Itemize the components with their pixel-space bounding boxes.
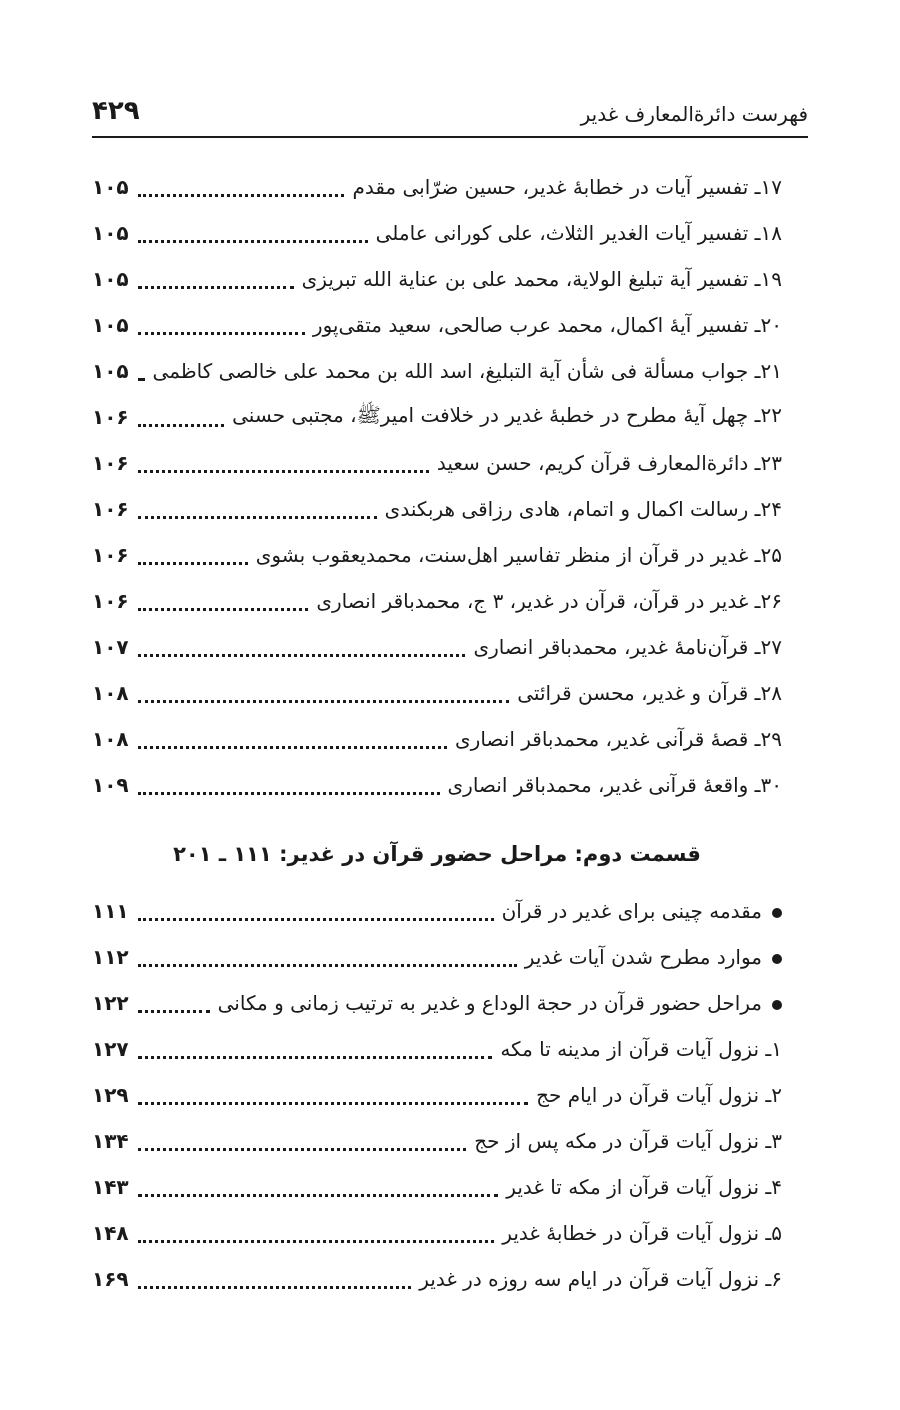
entry-title: نزول آیات قرآن در ایام سه روزه در غدیر <box>419 1267 760 1291</box>
toc-entry: ۲۹ـ قصهٔ قرآنی غدیر، محمدباقر انصاری ۱۰۸ <box>92 727 782 751</box>
entry-page: ۱۰۶ <box>92 451 129 475</box>
entry-page: ۱۰۸ <box>92 681 129 705</box>
dot-leader <box>138 1174 498 1197</box>
toc-entry: ۵ـ نزول آیات قرآن در خطابهٔ غدیر ۱۴۸ <box>92 1221 782 1245</box>
entry-page: ۱۰۵ <box>92 313 129 337</box>
toc-entry: ۲۶ـ غدیر در قرآن، قرآن در غدیر، ۳ ج، محمدباقر انصاری ۱۰۶ <box>92 589 782 613</box>
entry-number: ۲۶ <box>760 589 782 613</box>
entry-page: ۱۰۶ <box>92 405 129 429</box>
entry-title: جواب مسألة فی شأن آیة التبلیغ، اسد الله بن محمد علی خالصی کاظمی <box>152 359 749 383</box>
entry-number: ۲۸ <box>760 681 782 705</box>
toc-bullet-entry <box>92 888 782 934</box>
entry-title: قرآن و غدیر، محسن قرائتی <box>517 681 749 705</box>
entry-title: رسالت اکمال و اتمام، هادی رزاقی هربکندی <box>384 497 749 521</box>
entry-title: چهل آیهٔ مطرح در خطبهٔ غدیر در خلافت امیرﷺ، مجتبی حسنی <box>232 402 749 427</box>
entry-title: تفسیر آیهٔ اکمال، محمد عرب صالحی، سعید متقی‌پور <box>312 313 749 337</box>
entry-title: نزول آیات قرآن در ایام حج <box>536 1083 760 1107</box>
dot-leader <box>138 450 429 473</box>
toc-entry: ۲۴ـ رسالت اکمال و اتمام، هادی رزاقی هربکندی ۱۰۶ <box>92 497 782 521</box>
entry-number: ۲۹ <box>760 727 782 751</box>
entry-title: واقعهٔ قرآنی غدیر، محمدباقر انصاری <box>447 773 749 797</box>
dot-leader <box>138 944 517 967</box>
dot-leader <box>138 312 305 335</box>
toc-entry: ۲۲ـ چهل آیهٔ مطرح در خطبهٔ غدیر در خلافت امیرﷺ، مجتبی حسنی ۱۰۶ <box>92 394 782 440</box>
toc-bullet-entry <box>92 980 782 1026</box>
entry-page: ۱۰۵ <box>92 359 129 383</box>
page-header <box>92 92 808 138</box>
dot-leader <box>138 496 377 519</box>
toc-entry: ۱۷ـ تفسیر آیات در خطابهٔ غدیر، حسین ضرّابی مقدم ۱۰۵ <box>92 175 782 199</box>
dot-leader <box>138 174 344 197</box>
section-heading: قسمت دوم: مراحل حضور قرآن در غدیر: ۱۱۱ ـ ۲۰۱ <box>173 842 701 866</box>
dot-leader <box>138 220 368 243</box>
toc-section-1 <box>92 164 782 808</box>
dot-leader <box>138 1220 494 1243</box>
bullet-icon <box>772 908 782 918</box>
bullet-icon <box>772 1000 782 1010</box>
entry-title: نزول آیات قرآن در خطابهٔ غدیر <box>502 1221 760 1245</box>
entry-number: ۲۱ <box>760 359 782 383</box>
toc-entry: ۴ـ نزول آیات قرآن از مکه تا غدیر ۱۴۳ <box>92 1175 782 1199</box>
entry-page: ۱۱۱ <box>92 899 129 923</box>
dot-leader <box>138 990 210 1013</box>
entry-number: ۱ <box>771 1037 782 1061</box>
dot-leader <box>138 1266 411 1289</box>
entry-page: ۱۰۵ <box>92 221 129 245</box>
entry-number: ۲۲ <box>760 402 782 427</box>
toc-entry: ۲۳ـ دائرةالمعارف قرآن کریم، حسن سعید ۱۰۶ <box>92 451 782 475</box>
entry-number: ۱۸ <box>760 221 782 245</box>
dot-leader <box>138 1036 492 1059</box>
dot-leader <box>138 898 494 921</box>
dot-leader <box>138 404 224 427</box>
dot-leader <box>138 772 440 795</box>
toc-entry: ۲۰ـ تفسیر آیهٔ اکمال، محمد عرب صالحی، سعید متقی‌پور ۱۰۵ <box>92 313 782 337</box>
entry-number: ۲۷ <box>760 635 782 659</box>
entry-number: ۲۵ <box>760 543 782 567</box>
entry-title: قصهٔ قرآنی غدیر، محمدباقر انصاری <box>455 727 749 751</box>
bullet-icon <box>772 954 782 964</box>
entry-number: ۲۰ <box>760 313 782 337</box>
dot-leader <box>138 1128 466 1151</box>
entry-number: ۲۴ <box>760 497 782 521</box>
entry-title: نزول آیات قرآن از مدینه تا مکه <box>500 1037 760 1061</box>
toc-entry: ۲۱ـ جواب مسألة فی شأن آیة التبلیغ، اسد الله بن محمد علی خالصی کاظمی ۱۰۵ <box>92 359 782 383</box>
toc-entry: ۲۷ـ قرآن‌نامهٔ غدیر، محمدباقر انصاری ۱۰۷ <box>92 635 782 659</box>
entry-title: تفسیر آیة تبلیغ الولایة، محمد علی بن عنایة الله تبریزی <box>301 267 749 291</box>
entry-number: ۳ <box>771 1129 782 1153</box>
toc-entry: ۱۹ـ تفسیر آیة تبلیغ الولایة، محمد علی بن عنایة الله تبریزی ۱۰۵ <box>92 267 782 291</box>
toc-entry: ۱ـ نزول آیات قرآن از مدینه تا مکه ۱۲۷ <box>92 1037 782 1061</box>
toc-entry: ۲ـ نزول آیات قرآن در ایام حج ۱۲۹ <box>92 1083 782 1107</box>
entry-title: نزول آیات قرآن در مکه پس از حج <box>474 1129 760 1153</box>
entry-page: ۱۰۶ <box>92 543 129 567</box>
entry-page: ۱۴۸ <box>92 1221 129 1245</box>
entry-page: ۱۰۹ <box>92 773 129 797</box>
entry-page: ۱۶۹ <box>92 1267 129 1291</box>
dot-leader <box>138 726 447 749</box>
toc-entry: ۳ـ نزول آیات قرآن در مکه پس از حج ۱۳۴ <box>92 1129 782 1153</box>
dot-leader <box>138 680 509 703</box>
toc-section-2 <box>92 888 782 1302</box>
entry-page: ۱۰۶ <box>92 497 129 521</box>
entry-page: ۱۲۲ <box>92 991 129 1015</box>
entry-page: ۱۰۸ <box>92 727 129 751</box>
entry-number: ۳۰ <box>760 773 782 797</box>
dot-leader <box>138 588 308 611</box>
entry-title: مقدمه چینی برای غدیر در قرآن <box>501 899 762 923</box>
entry-page: ۱۱۲ <box>92 945 129 969</box>
entry-page: ۱۰۶ <box>92 589 129 613</box>
dot-leader <box>138 542 248 565</box>
toc-entry: ۲۸ـ قرآن و غدیر، محسن قرائتی ۱۰۸ <box>92 681 782 705</box>
entry-page: ۱۴۳ <box>92 1175 129 1199</box>
dot-leader <box>138 634 465 657</box>
entry-title: غدیر در قرآن، قرآن در غدیر، ۳ ج، محمدباقر انصاری <box>316 589 749 613</box>
dot-leader <box>138 1082 528 1105</box>
dot-leader <box>138 358 145 381</box>
entry-number: ۲ <box>771 1083 782 1107</box>
entry-page: ۱۰۷ <box>92 635 129 659</box>
entry-title: تفسیر آیات در خطابهٔ غدیر، حسین ضرّابی مقدم <box>352 175 749 199</box>
toc-entry: ۶ـ نزول آیات قرآن در ایام سه روزه در غدیر ۱۶۹ <box>92 1267 782 1291</box>
entry-title: مراحل حضور قرآن در حجة الوداع و غدیر به ترتیب زمانی و مکانی <box>217 991 762 1015</box>
page-number: ۴۲۹ <box>92 96 140 126</box>
entry-title: موارد مطرح شدن آیات غدیر <box>524 945 762 969</box>
toc-entry: ۱۸ـ تفسیر آیات الغدیر الثلاث، علی کورانی عاملی ۱۰۵ <box>92 221 782 245</box>
entry-title: تفسیر آیات الغدیر الثلاث، علی کورانی عاملی <box>375 221 749 245</box>
entry-number: ۲۳ <box>760 451 782 475</box>
running-title: فهرست دائرةالمعارف غدیر <box>580 102 808 126</box>
entry-page: ۱۲۷ <box>92 1037 129 1061</box>
entry-number: ۱۹ <box>760 267 782 291</box>
entry-title: قرآن‌نامهٔ غدیر، محمدباقر انصاری <box>473 635 749 659</box>
entry-number: ۱۷ <box>760 175 782 199</box>
toc-entry: ۲۵ـ غدیر در قرآن از منظر تفاسیر اهل‌سنت، محمدیعقوب بشوی ۱۰۶ <box>92 543 782 567</box>
entry-title: دائرةالمعارف قرآن کریم، حسن سعید <box>436 451 749 475</box>
entry-number: ۵ <box>771 1221 782 1245</box>
entry-number: ۴ <box>771 1175 782 1199</box>
entry-title: غدیر در قرآن از منظر تفاسیر اهل‌سنت، محمدیعقوب بشوی <box>255 543 749 567</box>
entry-number: ۶ <box>771 1267 782 1291</box>
entry-page: ۱۲۹ <box>92 1083 129 1107</box>
entry-page: ۱۳۴ <box>92 1129 129 1153</box>
toc-entry: ۳۰ـ واقعهٔ قرآنی غدیر، محمدباقر انصاری ۱۰۹ <box>92 773 782 797</box>
entry-page: ۱۰۵ <box>92 175 129 199</box>
entry-title: نزول آیات قرآن از مکه تا غدیر <box>506 1175 760 1199</box>
entry-page: ۱۰۵ <box>92 267 129 291</box>
dot-leader <box>138 266 294 289</box>
toc-bullet-entry <box>92 934 782 980</box>
